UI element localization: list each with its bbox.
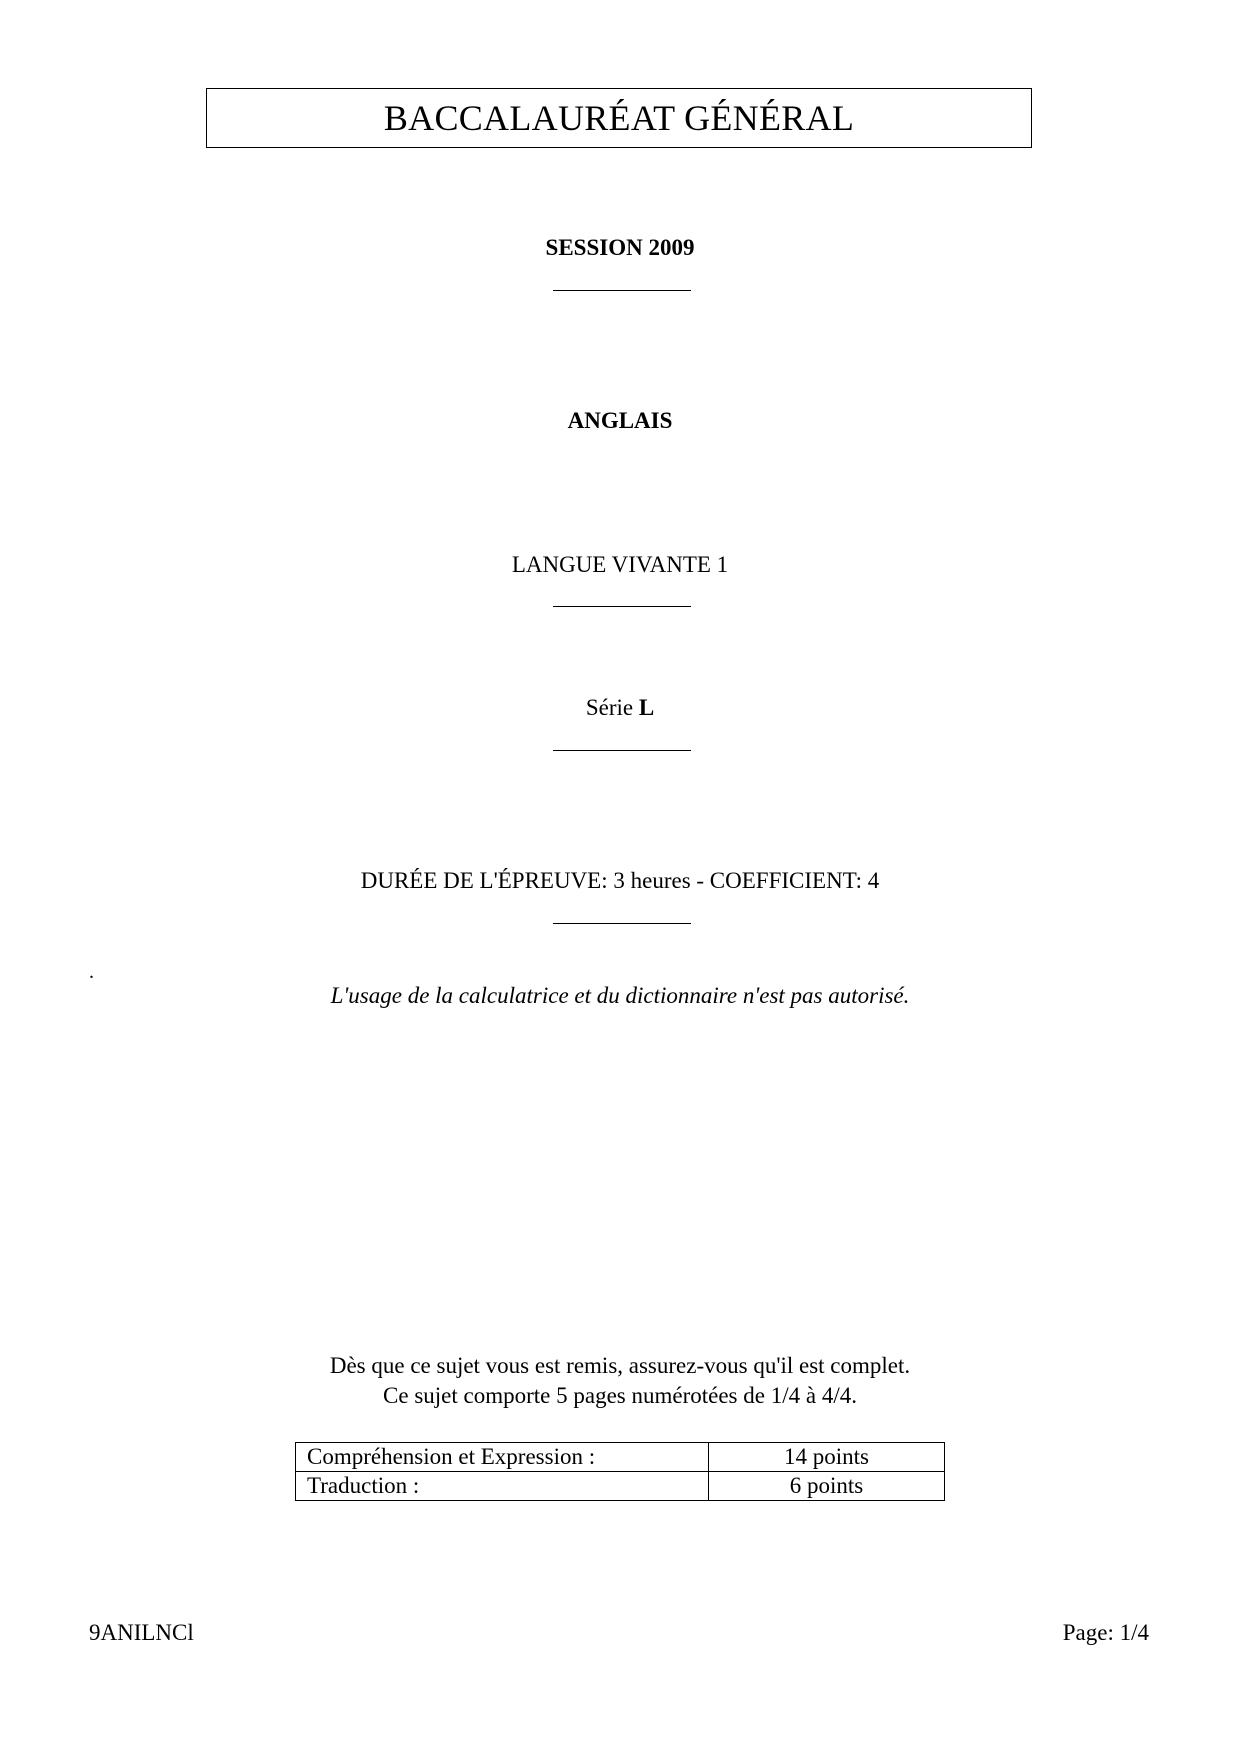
language-level: LANGUE VIVANTE 1 <box>511 552 729 577</box>
session-heading: SESSION 2009 <box>545 235 695 260</box>
serie-label: Série <box>585 695 634 720</box>
points-label: Traduction : <box>296 1472 709 1501</box>
divider-rule <box>553 750 691 751</box>
serie-line <box>0 695 1240 721</box>
subject-heading: ANGLAIS <box>567 408 673 433</box>
points-table <box>295 1442 945 1501</box>
exam-title: BACCALAURÉAT GÉNÉRAL <box>383 98 855 138</box>
table-row <box>296 1472 945 1501</box>
duration-coefficient: DURÉE DE L'ÉPREUVE: 3 heures - COEFFICIENT: 4 <box>360 868 880 893</box>
subject-code: 9ANILNCl <box>89 1620 194 1645</box>
divider-rule <box>553 606 691 607</box>
serie-value: L <box>638 695 655 720</box>
exam-title-box <box>206 88 1032 148</box>
points-value: 6 points <box>709 1472 945 1501</box>
stray-mark: . <box>89 961 94 983</box>
instruction-line-2: Ce sujet comporte 5 pages numérotées de 1/4 à 4/4. <box>383 1383 857 1408</box>
points-value: 14 points <box>709 1443 945 1472</box>
points-label: Compréhension et Expression : <box>296 1443 709 1472</box>
page-number: Page: 1/4 <box>1062 1620 1149 1645</box>
divider-rule <box>553 923 691 924</box>
divider-rule <box>553 290 691 291</box>
instruction-line-1: Dès que ce sujet vous est remis, assurez-vous qu'il est complet. <box>329 1353 911 1378</box>
table-row <box>296 1443 945 1472</box>
calculator-notice: L'usage de la calculatrice et du dictionnaire n'est pas autorisé. <box>330 983 910 1008</box>
